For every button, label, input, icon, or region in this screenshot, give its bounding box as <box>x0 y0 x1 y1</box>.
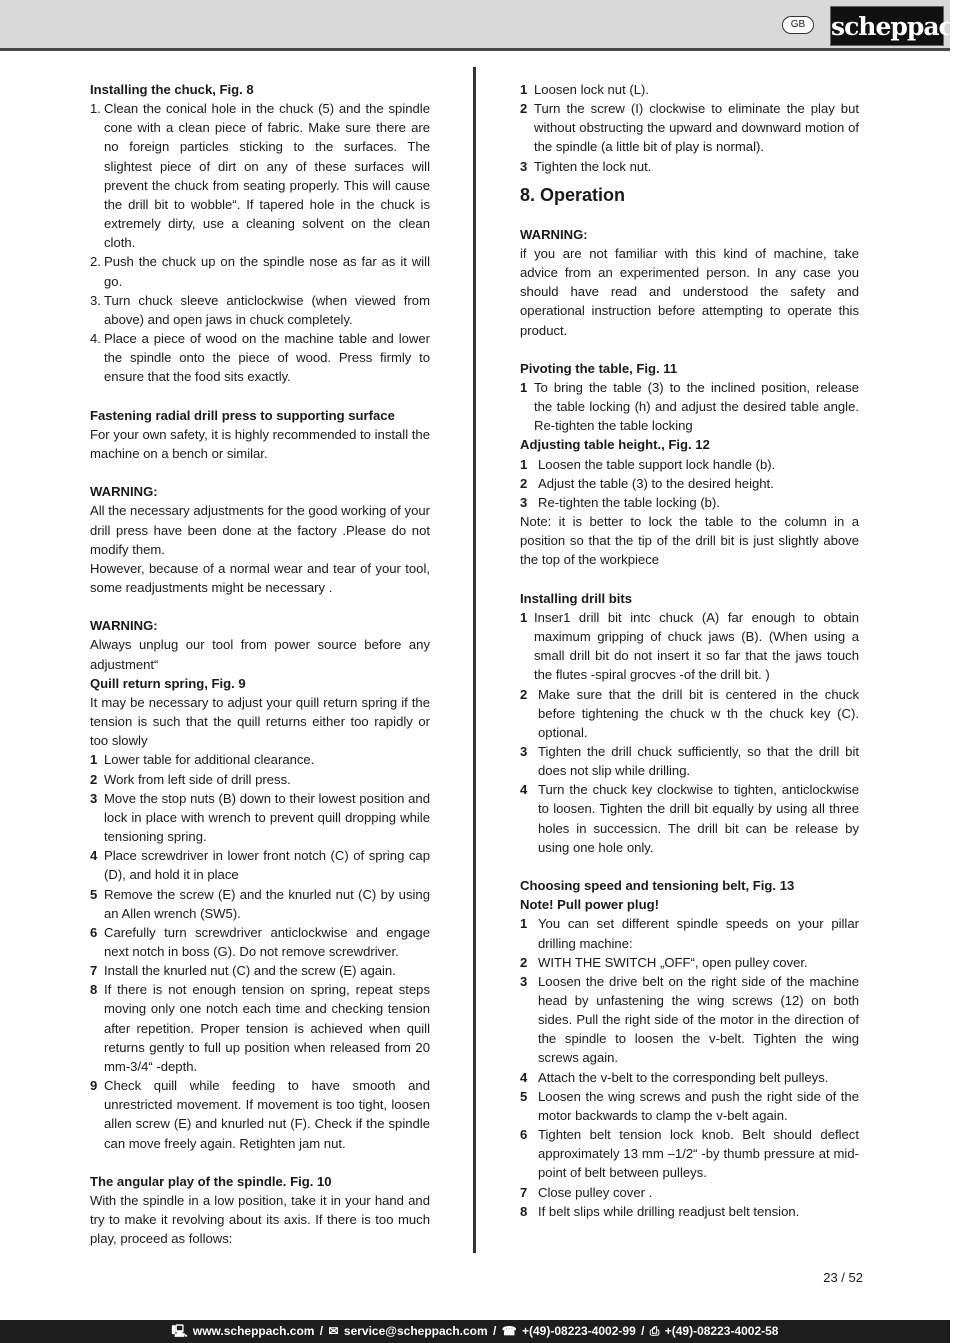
footer-separator: / <box>641 1324 645 1338</box>
list-text: To bring the table (3) to the inclined position, release the table locking (h) and adjust the desired table angle. Re-tighten the table locking <box>534 380 859 434</box>
list-number: 3 <box>520 494 528 510</box>
list-item <box>90 291 430 329</box>
list-number: 2 <box>520 954 528 970</box>
list-number: 7 <box>90 963 98 979</box>
list-number: 4 <box>90 848 98 864</box>
list-item <box>90 99 430 252</box>
list-item <box>90 329 430 386</box>
section-heading: Fastening radial drill press to supporting surface <box>90 407 395 423</box>
list-text: Push the chuck up on the spindle nose as far as it will go. <box>104 254 430 289</box>
list-text: Turn chuck sleeve anticlockwise (when viewed from above) and open jaws in chuck completely. <box>104 292 430 327</box>
list-item <box>520 914 859 952</box>
quill-steps-list <box>90 750 430 1152</box>
list-number: 8 <box>90 982 98 998</box>
list-number: 2 <box>520 686 528 702</box>
list-text: If there is not enough tension on spring, repeat steps moving only one notch each time and checking tension after repetition. Proper tension is achieved when quill returns gently to full up position when released from 20 mm-3/4“ -depth. <box>104 982 430 1074</box>
footer-website[interactable]: www.scheppach.com <box>192 1324 315 1338</box>
list-text: Loosen the wing screws and push the right side of the motor backwards to clamp the v-belt again. <box>538 1088 859 1123</box>
list-text: Attach the v-belt to the corresponding belt pulleys. <box>538 1069 829 1085</box>
list-item <box>90 961 430 980</box>
list-text: Clean the conical hole in the chuck (5) and the spindle cone with a clean piece of fabric. Make sure there are no foreign particles sticking to the surfaces. The slightest piece of dirt on any of these surfaces will prevent the chuck from seating properly. This will cause the drill bit to wobble“. If tapered hole in the chuck is extremely dirty, use a cleaning solvent on the clean cloth. <box>104 101 430 251</box>
list-item <box>520 685 859 742</box>
list-text: Inser1 drill bit intc chuck (A) far enough to obtain maximum gripping of chuck jaws (B). (When using a small drill bit do not insert it so far that the jaws touch the flutes -spiral grocves -of the drill bit. ) <box>534 609 859 683</box>
right-column <box>520 80 859 1221</box>
list-text: Place screwdriver in lower front notch (C) of spring cap (D), and hold it in place <box>104 848 430 883</box>
list-number: 1. <box>90 101 101 117</box>
warning-heading: WARNING: <box>90 484 158 500</box>
list-item <box>520 608 859 685</box>
list-item <box>90 252 430 290</box>
list-item <box>520 474 859 493</box>
list-number: 2 <box>520 475 528 491</box>
list-text: Tighten the lock nut. <box>534 158 652 174</box>
bits-steps-list <box>520 608 859 857</box>
list-item <box>90 923 430 961</box>
list-number: 5 <box>520 1088 528 1104</box>
list-text: Carefully turn screwdriver anticlockwise and engage next notch in boss (G). Do not remove screwdriver. <box>104 924 430 959</box>
list-number: 2 <box>520 101 528 117</box>
note-heading: Note! Pull power plug! <box>520 897 659 913</box>
list-number: 4. <box>90 331 101 347</box>
list-number: 2. <box>90 254 101 270</box>
brand-logo: scheppach <box>830 6 944 46</box>
list-text: Loosen the drive belt on the right side of the machine head by unfastening the wing screws (12) on both sides. Pull the right side of the motor in the direction of the spindle to loosen the v-belt. Tighten the wing screws again. <box>538 973 859 1066</box>
list-item <box>90 885 430 923</box>
list-text: Move the stop nuts (B) down to their lowest position and lock in place with wrench to prevent quill dropping while tensioning spring. <box>104 790 430 845</box>
paragraph: For your own safety, it is highly recommended to install the machine on a bench or similar. <box>90 426 430 461</box>
list-number: 6 <box>520 1127 528 1143</box>
list-item <box>90 846 430 884</box>
phone-icon: ☎ <box>501 1324 517 1338</box>
note-paragraph: Note: it is better to lock the table to the column in a position so that the tip of the drill bit is just slightly above the top of the workpiece <box>520 514 859 568</box>
warning-heading: WARNING: <box>520 226 588 242</box>
list-item <box>520 1087 859 1125</box>
paragraph: if you are not familiar with this kind of machine, take advice from an experimented person. In any case you should have read and understood the safety and operational instruction before attempting to operate this product. <box>520 245 859 338</box>
warning-heading: WARNING: <box>90 618 158 634</box>
section-heading: Installing the chuck, Fig. 8 <box>90 82 254 97</box>
list-number: 3 <box>520 158 528 174</box>
list-number: 3. <box>90 292 101 308</box>
list-text: Install the knurled nut (C) and the screw (E) again. <box>104 963 396 979</box>
chuck-steps-list <box>90 99 430 386</box>
section-heading: Pivoting the table, Fig. 11 <box>520 360 678 376</box>
list-number: 1 <box>520 916 528 932</box>
list-item <box>520 780 859 857</box>
language-badge: GB <box>782 16 814 34</box>
list-number: 3 <box>520 973 528 989</box>
page-header <box>0 0 970 51</box>
footer-email[interactable]: service@scheppach.com <box>343 1324 488 1338</box>
list-number: 5 <box>90 886 98 902</box>
list-text: Make sure that the drill bit is centered in the chuck before tightening the chuck w th the chuck key (C). optional. <box>538 686 859 740</box>
list-text: Adjust the table (3) to the desired height. <box>538 475 774 491</box>
chapter-title: 8. Operation <box>520 184 626 205</box>
list-text: If belt slips while drilling readjust belt tension. <box>538 1203 800 1219</box>
list-number: 9 <box>90 1078 98 1094</box>
list-text: Check quill while feeding to have smooth and unrestricted movement. If movement is too tight, loosen allen screw (E) and knurled nut (F). Check if the spindle can move freely again. Retighten jam nut. <box>104 1078 430 1151</box>
section-heading: Installing drill bits <box>520 590 633 606</box>
computer-icon: 🖳︎ <box>171 1324 188 1338</box>
footer-phone: +(49)-08223-4002-99 <box>522 1324 636 1338</box>
paragraph: Always unplug our tool from power source before any adjustment“ <box>90 637 430 672</box>
list-item <box>90 750 430 769</box>
list-text: Remove the screw (E) and the knurled nut (C) by using an Allen wrench (SW5). <box>104 886 430 921</box>
list-item <box>520 1183 859 1202</box>
list-number: 1 <box>520 609 528 625</box>
list-item <box>90 770 430 789</box>
column-divider <box>473 67 476 1253</box>
list-number: 1 <box>520 380 528 396</box>
list-text: Re-tighten the table locking (b). <box>538 494 720 510</box>
list-item <box>520 953 859 972</box>
list-number: 1 <box>90 752 98 768</box>
paragraph: All the necessary adjustments for the good working of your drill press have been done at the factory .Please do not modify them. <box>90 503 430 557</box>
play-steps-list <box>520 80 859 176</box>
list-number: 1 <box>520 82 528 97</box>
list-text: Close pulley cover . <box>538 1184 653 1200</box>
section-heading: Choosing speed and tensioning belt, Fig. 13 <box>520 878 795 894</box>
list-number: 1 <box>520 456 528 472</box>
list-item <box>520 378 859 435</box>
list-number: 3 <box>90 790 98 806</box>
list-item <box>520 99 859 156</box>
list-text: Place a piece of wood on the machine table and lower the spindle onto the piece of wood. Press firmly to ensure that the food sits exactly. <box>104 331 430 385</box>
list-number: 4 <box>520 1069 528 1085</box>
footer-separator: / <box>319 1324 324 1338</box>
list-number: 2 <box>90 771 98 787</box>
paragraph: With the spindle in a low position, take it in your hand and try to make it revolving about its axis. If there is too much play, proceed as follows: <box>90 1193 430 1247</box>
footer-separator: / <box>493 1324 497 1338</box>
fax-icon: ⎙ <box>649 1324 660 1338</box>
footer-fax: +(49)-08223-4002-58 <box>664 1324 779 1338</box>
paragraph: It may be necessary to adjust your quill return spring if the tension is such that the quill returns either too rapidly or too slowly <box>90 694 430 749</box>
list-item <box>520 972 859 1068</box>
list-item <box>520 1125 859 1182</box>
page-footer <box>0 1320 950 1343</box>
list-text: Tighten the drill chuck sufficiently, so that the drill bit does not slip while drilling. <box>538 743 859 779</box>
list-text: Lower table for additional clearance. <box>104 752 315 768</box>
list-number: 6 <box>90 924 98 940</box>
list-number: 3 <box>520 743 528 759</box>
email-icon: ✉ <box>328 1324 339 1338</box>
list-text: WITH THE SWITCH „OFF“, open pulley cover. <box>538 954 808 970</box>
section-heading: The angular play of the spindle. Fig. 10 <box>90 1173 332 1189</box>
list-text: You can set different spindle speeds on your pillar drilling machine: <box>538 916 859 951</box>
section-heading: Quill return spring, Fig. 9 <box>90 675 246 691</box>
page-number: 23 / 52 <box>823 1270 863 1285</box>
list-item <box>90 980 430 1076</box>
list-number: 8 <box>520 1203 528 1219</box>
list-number: 4 <box>520 782 528 798</box>
list-item <box>520 157 859 176</box>
list-item <box>520 493 859 512</box>
list-text: Loosen lock nut (L). <box>534 82 649 97</box>
speed-steps-list <box>520 914 859 1221</box>
section-heading: Adjusting table height., Fig. 12 <box>520 437 710 453</box>
list-text: Loosen the table support lock handle (b). <box>538 456 776 472</box>
height-steps-list <box>520 455 859 512</box>
list-item <box>520 80 859 99</box>
list-text: Tighten belt tension lock knob. Belt should deflect approximately 13 mm –1/2“ -by thumb pressure at mid-point of belt between pulleys. <box>538 1127 859 1181</box>
paragraph: However, because of a normal wear and tear of your tool, some readjustments might be necessary . <box>90 560 430 596</box>
list-item <box>90 789 430 846</box>
left-column <box>90 80 430 1248</box>
list-item <box>520 742 859 780</box>
list-text: Turn the chuck key clockwise to tighten, anticlockwise to loosen. Tighten the drill bit equally by using all three holes in successicn. The drill bit can be release by using one hole only. <box>538 782 859 855</box>
list-item <box>90 1076 430 1153</box>
list-item <box>520 1202 859 1221</box>
list-number: 7 <box>520 1184 528 1200</box>
list-text: Turn the screw (I) clockwise to eliminate the play but without obstructing the upward and downward motion of the spindle (a little bit of play is normal). <box>534 101 859 155</box>
list-item <box>520 455 859 474</box>
list-item <box>520 1068 859 1087</box>
list-text: Work from left side of drill press. <box>104 771 291 787</box>
pivot-steps-list <box>520 378 859 435</box>
